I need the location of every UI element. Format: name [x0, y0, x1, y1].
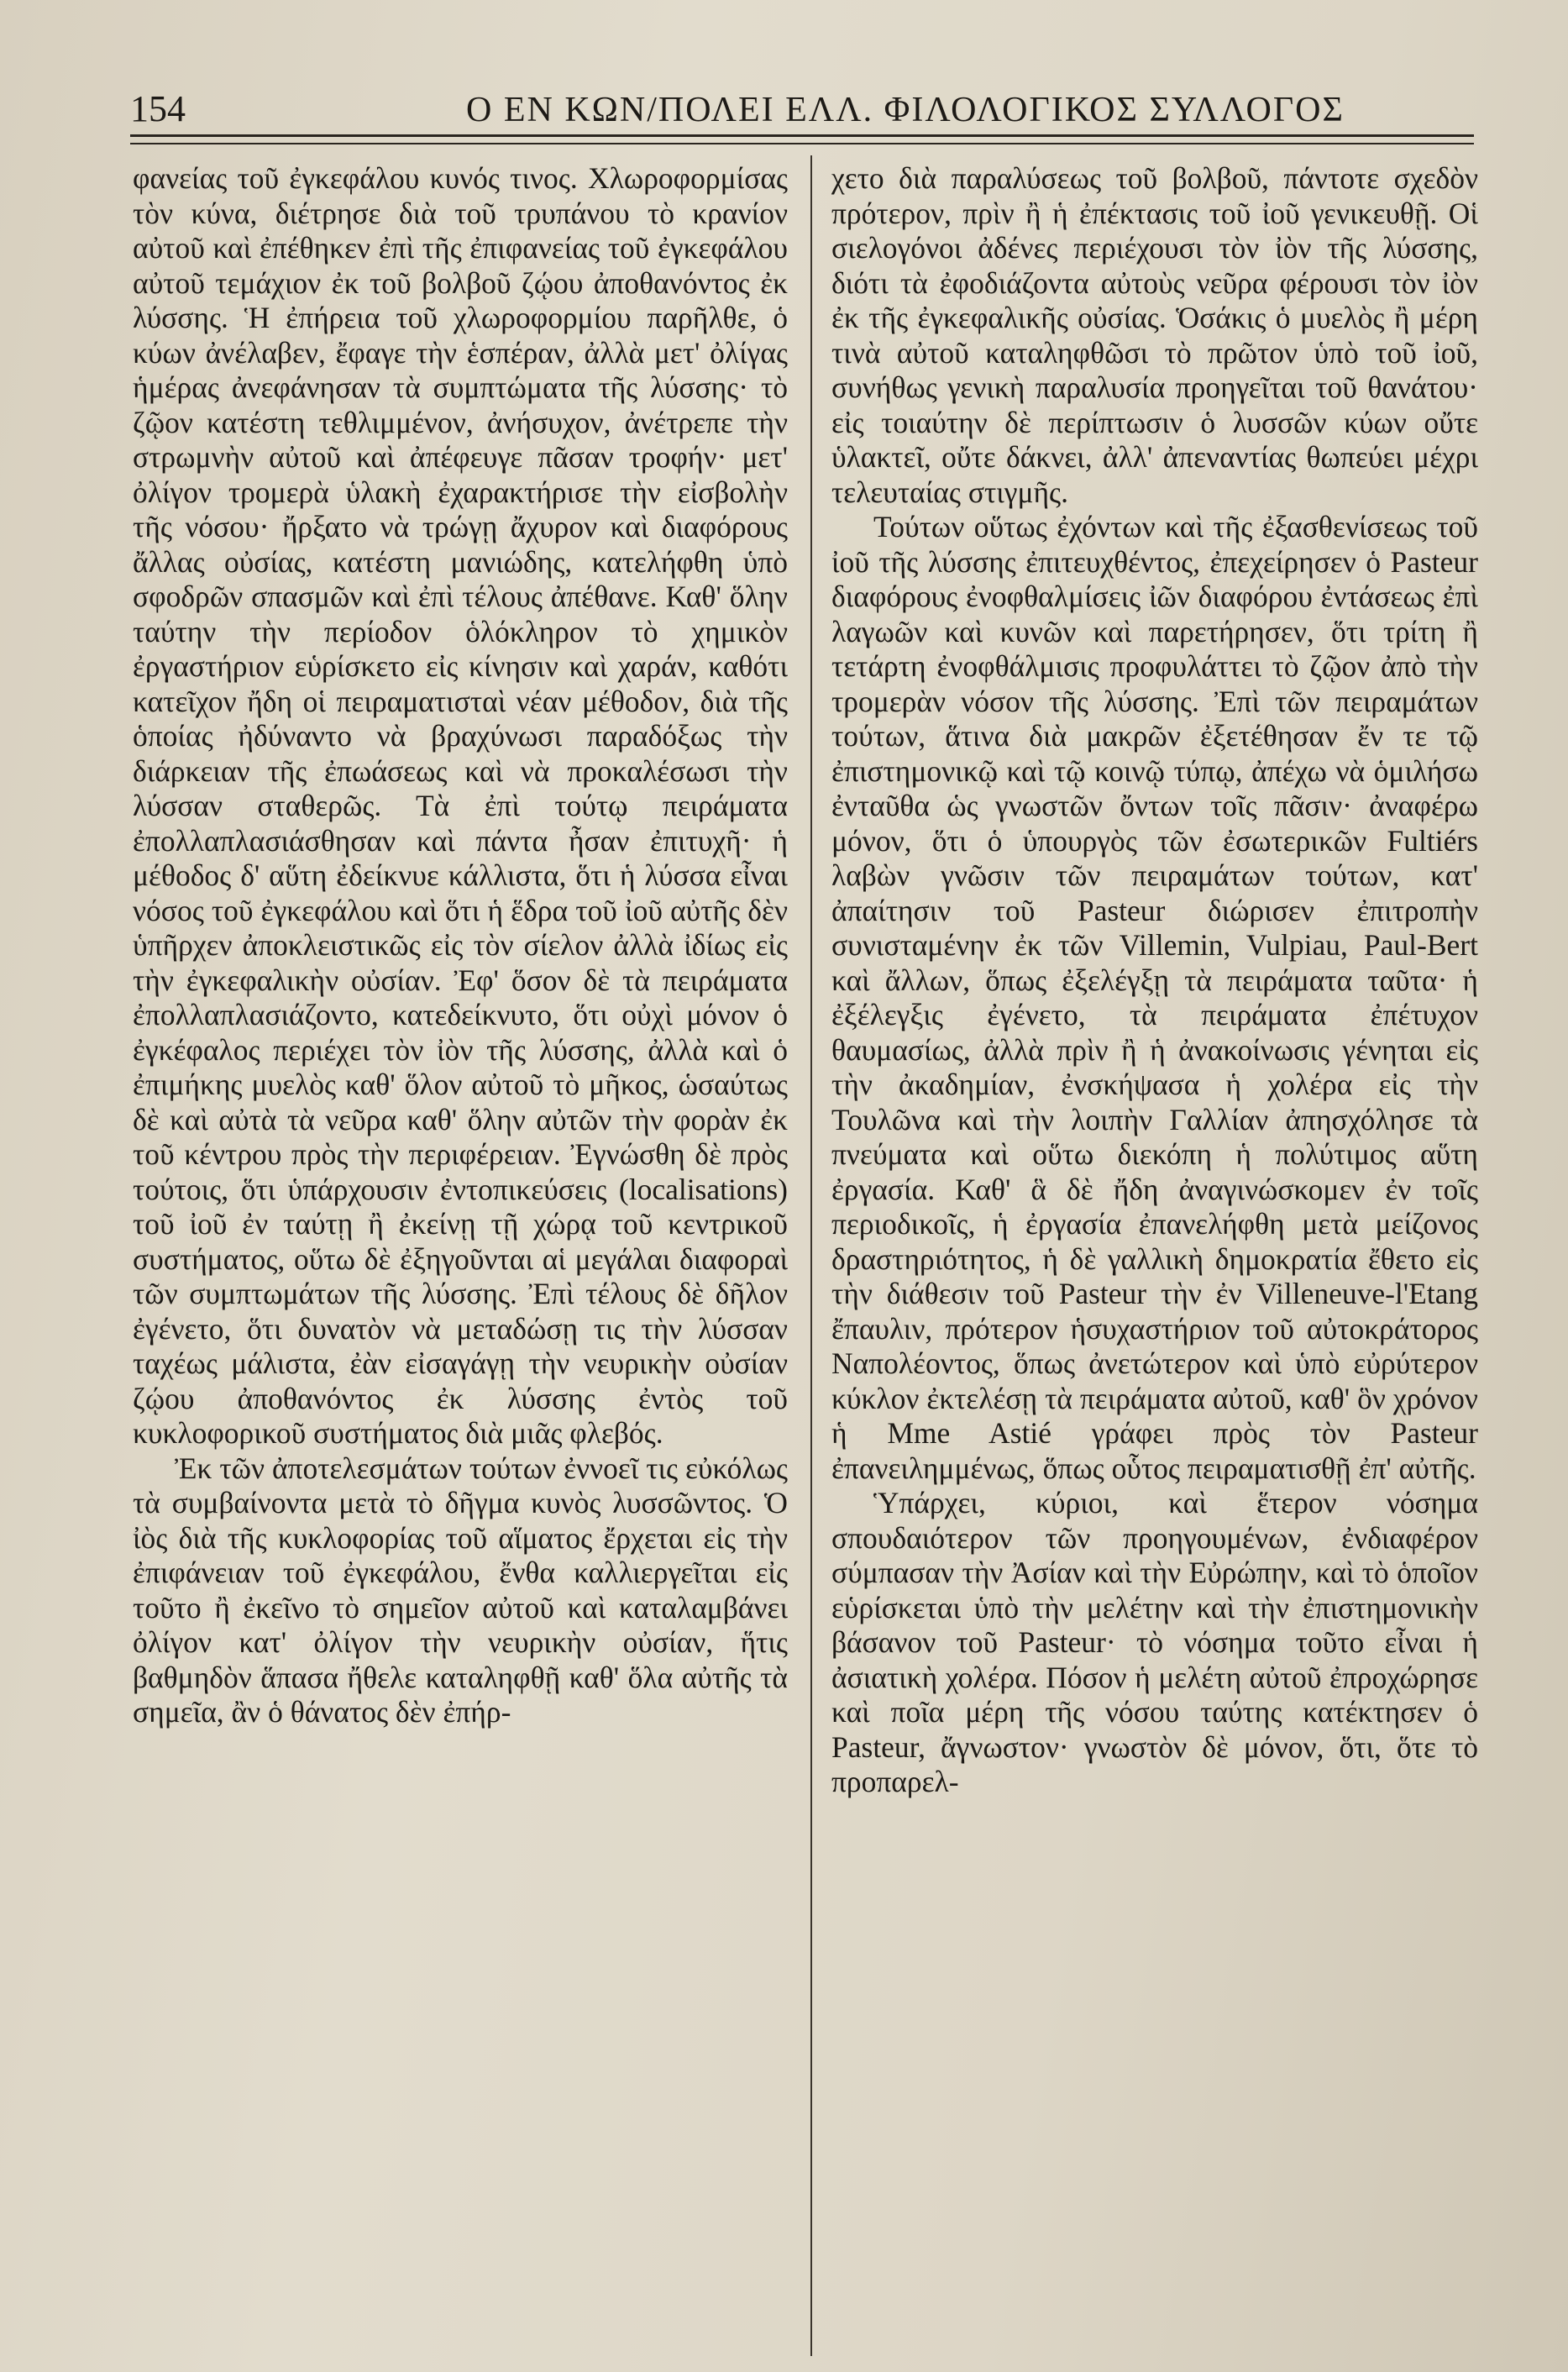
column-divider — [810, 155, 812, 2356]
paragraph: Ἐκ τῶν ἀποτελεσμάτων τούτων ἐννοεῖ τις εὐκόλως τὰ συμβαίνοντα μετὰ τὸ δῆγμα κυνὸς λυσσῶντος. Ὁ ἰὸς διὰ τῆς κυκλοφορίας τοῦ αἵματος ἔρχεται εἰς τὴν ἐπιφάνειαν τοῦ ἐγκεφάλου, ἔνθα καλλιεργεῖται εἰς τοῦτο ἢ ἐκεῖνο τὸ σημεῖον αὐτοῦ καὶ καταλαμβάνει ὀλίγον κατ' ὀλίγον τὴν νευρικὴν οὐσίαν, ἥτις βαθμηδὸν ἅπασα ἤθελε καταληφθῇ καθ' ὅλα αὐτῆς τὰ σημεῖα, ἂν ὁ θάνατος δὲν ἐπήρ- — [133, 1451, 788, 1729]
paragraph: φανείας τοῦ ἐγκεφάλου κυνός τινος. Χλωροφορμίσας τὸν κύνα, διέτρησε διὰ τοῦ τρυπάνου τὸ κρανίον αὐτοῦ καὶ ἐπέθηκεν ἐπὶ τῆς ἐπιφανείας τοῦ ἐγκεφάλου αὐτοῦ τεμάχιον ἐκ τοῦ βολβοῦ ζῴου ἀποθανόντος ἐκ λύσσης. Ἡ ἐπήρεια τοῦ χλωροφορμίου παρῆλθε, ὁ κύων ἀνέλαβεν, ἔφαγε τὴν ἑσπέραν, ἀλλὰ μετ' ὀλίγας ἡμέρας ἀνεφάνησαν τὰ συμπτώματα τῆς λύσσης· τὸ ζῷον κατέστη τεθλιμμένον, ἀνήσυχον, ἀνέτρεπε τὴν στρωμνὴν αὐτοῦ καὶ ἀπέφευγε πᾶσαν τροφήν· μετ' ὀλίγον τρομερὰ ὑλακὴ ἐχαρακτήρισε τὴν εἰσβολὴν τῆς νόσου· ἤρξατο νὰ τρώγῃ ἄχυρον καὶ διαφόρους ἄλλας οὐσίας, κατέστη μανιώδης, κατελήφθη ὑπὸ σφοδρῶν σπασμῶν καὶ ἐπὶ τέλους ἀπέθανε. Καθ' ὅλην ταύτην τὴν περίοδον ὁλόκληρον τὸ χημικὸν ἐργαστήριον εὑρίσκετο εἰς κίνησιν καὶ χαράν, καθότι κατεῖχον ἤδη οἱ πειραματισταὶ νέαν μέθοδον, διὰ τῆς ὁποίας ἠδύναντο νὰ βραχύνωσι παραδόξως τὴν διάρκειαν τῆς ἐπωάσεως καὶ νὰ προκαλέσωσι τὴν λύσσαν σταθερῶς. Τὰ ἐπὶ τούτῳ πειράματα ἐπολλαπλασιάσθησαν καὶ πάντα ἦσαν ἐπιτυχῆ· ἡ μέθοδος δ' αὕτη ἐδείκνυε κάλλιστα, ὅτι ἡ λύσσα εἶναι νόσος τοῦ ἐγκεφάλου καὶ ὅτι ἡ ἕδρα τοῦ ἰοῦ αὐτῆς δὲν ὑπῆρχεν ἀποκλειστικῶς εἰς τὸν σίελον ἀλλὰ ἰδίως εἰς τὴν ἐγκεφαλικὴν οὐσίαν. Ἐφ' ὅσον δὲ τὰ πειράματα ἐπολλαπλασιάζοντο, κατεδείκνυτο, ὅτι οὐχὶ μόνον ὁ ἐγκέφαλος περιέχει τὸν ἰὸν τῆς λύσσης, ἀλλὰ καὶ ὁ ἐπιμήκης μυελὸς καθ' ὅλον αὐτοῦ τὸ μῆκος, ὡσαύτως δὲ καὶ αὐτὰ τὰ νεῦρα καθ' ὅλην αὐτῶν τὴν φορὰν ἐκ τοῦ κέντρου πρὸς τὴν περιφέρειαν. Ἐγνώσθη δὲ πρὸς τούτοις, ὅτι ὑπάρχουσιν ἐντοπικεύσεις (localisations) τοῦ ἰοῦ ἐν ταύτῃ ἢ ἐκείνῃ τῇ χώρᾳ τοῦ κεντρικοῦ συστήματος, οὕτω δὲ ἐξηγοῦνται αἱ μεγάλαι διαφοραὶ τῶν συμπτωμάτων τῆς λύσσης. Ἐπὶ τέλους δὲ δῆλον ἐγένετο, ὅτι δυνατὸν νὰ μεταδώσῃ τις τὴν λύσσαν ταχέως μάλιστα, ἐὰν εἰσαγάγῃ τὴν νευρικὴν οὐσίαν ζῴου ἀποθανόντος ἐκ λύσσης ἐντὸς τοῦ κυκλοφορικοῦ συστήματος διὰ μιᾶς φλεβός. — [133, 161, 788, 1450]
left-column — [133, 161, 788, 2354]
page-number: 154 — [130, 88, 186, 129]
paragraph: χετο διὰ παραλύσεως τοῦ βολβοῦ, πάντοτε σχεδὸν πρότερον, πρὶν ἢ ἡ ἐπέκτασις τοῦ ἰοῦ γενικευθῇ. Οἱ σιελογόνοι ἀδένες περιέχουσι τὸν ἰὸν τῆς λύσσης, διότι τὰ ἐφοδιάζοντα αὐτοὺς νεῦρα φέρουσι τὸν ἰὸν ἐκ τῆς ἐγκεφαλικῆς οὐσίας. Ὁσάκις ὁ μυελὸς ἢ μέρη τινὰ αὐτοῦ καταληφθῶσι τὸ πρῶτον ὑπὸ τοῦ ἰοῦ, συνήθως γενικὴ παραλυσία προηγεῖται τοῦ θανάτου· εἰς τοιαύτην δὲ περίπτωσιν ὁ λυσσῶν κύων οὔτε ὑλακτεῖ, οὔτε δάκνει, ἀλλ' ἀπεναντίας θωπεύει μέχρι τελευταίας στιγμῆς. — [831, 161, 1478, 509]
header-rule-top — [130, 134, 1474, 137]
right-column — [831, 161, 1478, 2354]
paragraph: Ὑπάρχει, κύριοι, καὶ ἕτερον νόσημα σπουδαιότερον τῶν προηγουμένων, ἐνδιαφέρον σύμπασαν τὴν Ἀσίαν καὶ τὴν Εὐρώπην, καὶ τὸ ὁποῖον εὑρίσκεται ὑπὸ τὴν μελέτην καὶ τὴν ἐπιστημονικὴν βάσανον τοῦ Pasteur· τὸ νόσημα τοῦτο εἶναι ἡ ἀσιατικὴ χολέρα. Πόσον ἡ μελέτη αὐτοῦ ἐπροχώρησε καὶ ποῖα μέρη τῆς νόσου ταύτης κατέκτησεν ὁ Pasteur, ἄγνωστον· γνωστὸν δὲ μόνον, ὅτι, ὅτε τὸ προπαρελ- — [831, 1486, 1478, 1798]
running-title: Ο ΕΝ ΚΩΝ/ΠΟΛΕΙ ΕΛΛ. ΦΙΛΟΛΟΓΙΚΟΣ ΣΥΛΛΟΓΟΣ — [466, 91, 1345, 129]
paragraph: Τούτων οὕτως ἐχόντων καὶ τῆς ἐξασθενίσεως τοῦ ἰοῦ τῆς λύσσης ἐπιτευχθέντος, ἐπεχείρησεν ὁ Pasteur διαφόρους ἐνοφθαλμίσεις ἰῶν διαφόρου ἐντάσεως ἐπὶ λαγωῶν καὶ κυνῶν καὶ παρετήρησεν, ὅτι τρίτη ἢ τετάρτη ἐνοφθάλμισις προφυλάττει τὸ ζῷον ἀπὸ τὴν τρομερὰν νόσον τῆς λύσσης. Ἐπὶ τῶν πειραμάτων τούτων, ἅτινα διὰ μακρῶν ἐξετέθησαν ἔν τε τῷ ἐπιστημονικῷ καὶ τῷ κοινῷ τύπῳ, ἀπέχω νὰ ὁμιλήσω ἐνταῦθα ὡς γνωστῶν ὄντων τοῖς πᾶσιν· ἀναφέρω μόνον, ὅτι ὁ ὑπουργὸς τῶν ἐσωτερικῶν Fultiérs λαβὼν γνῶσιν τῶν πειραμάτων τούτων, κατ' ἀπαίτησιν τοῦ Pasteur διώρισεν ἐπιτροπὴν συνισταμένην ἐκ τῶν Villemin, Vulpiau, Paul-Bert καὶ ἄλλων, ὅπως ἐξελέγξῃ τὰ πειράματα ταῦτα· ἡ ἐξέλεγξις ἐγένετο, τὰ πειράματα ἐπέτυχον θαυμασίως, ἀλλὰ πρὶν ἢ ἡ ἀνακοίνωσις γένηται εἰς τὴν ἀκαδημίαν, ἐνσκήψασα ἡ χολέρα εἰς τὴν Τουλῶνα καὶ τὴν λοιπὴν Γαλλίαν ἀπησχόλησε τὰ πνεύματα καὶ οὕτω διεκόπη ἡ πολύτιμος αὕτη ἐργασία. Καθ' ἃ δὲ ἤδη ἀναγινώσκομεν ἐν τοῖς περιοδικοῖς, ἡ ἐργασία ἐπανελήφθη μετὰ μείζονος δραστηριότητος, ἡ δὲ γαλλικὴ δημοκρατία ἔθετο εἰς τὴν διάθεσιν τοῦ Pasteur τὴν ἐν Villeneuve-l'Etang ἔπαυλιν, πρότερον ἡσυχαστήριον τοῦ αὐτοκράτορος Ναπολέοντος, ὅπως ἀνετώτερον καὶ ὑπὸ εὐρύτερον κύκλον ἐκτελέσῃ τὰ πειράματα αὐτοῦ, καθ' ὃν χρόνον ἡ Mme Astié γράφει πρὸς τὸν Pasteur ἐπανειλημμένως, ὅπως οὗτος πειραματισθῇ ἐπ' αὐτῆς. — [831, 510, 1478, 1485]
header-rule-bottom — [130, 143, 1474, 144]
page-header — [130, 71, 1474, 130]
